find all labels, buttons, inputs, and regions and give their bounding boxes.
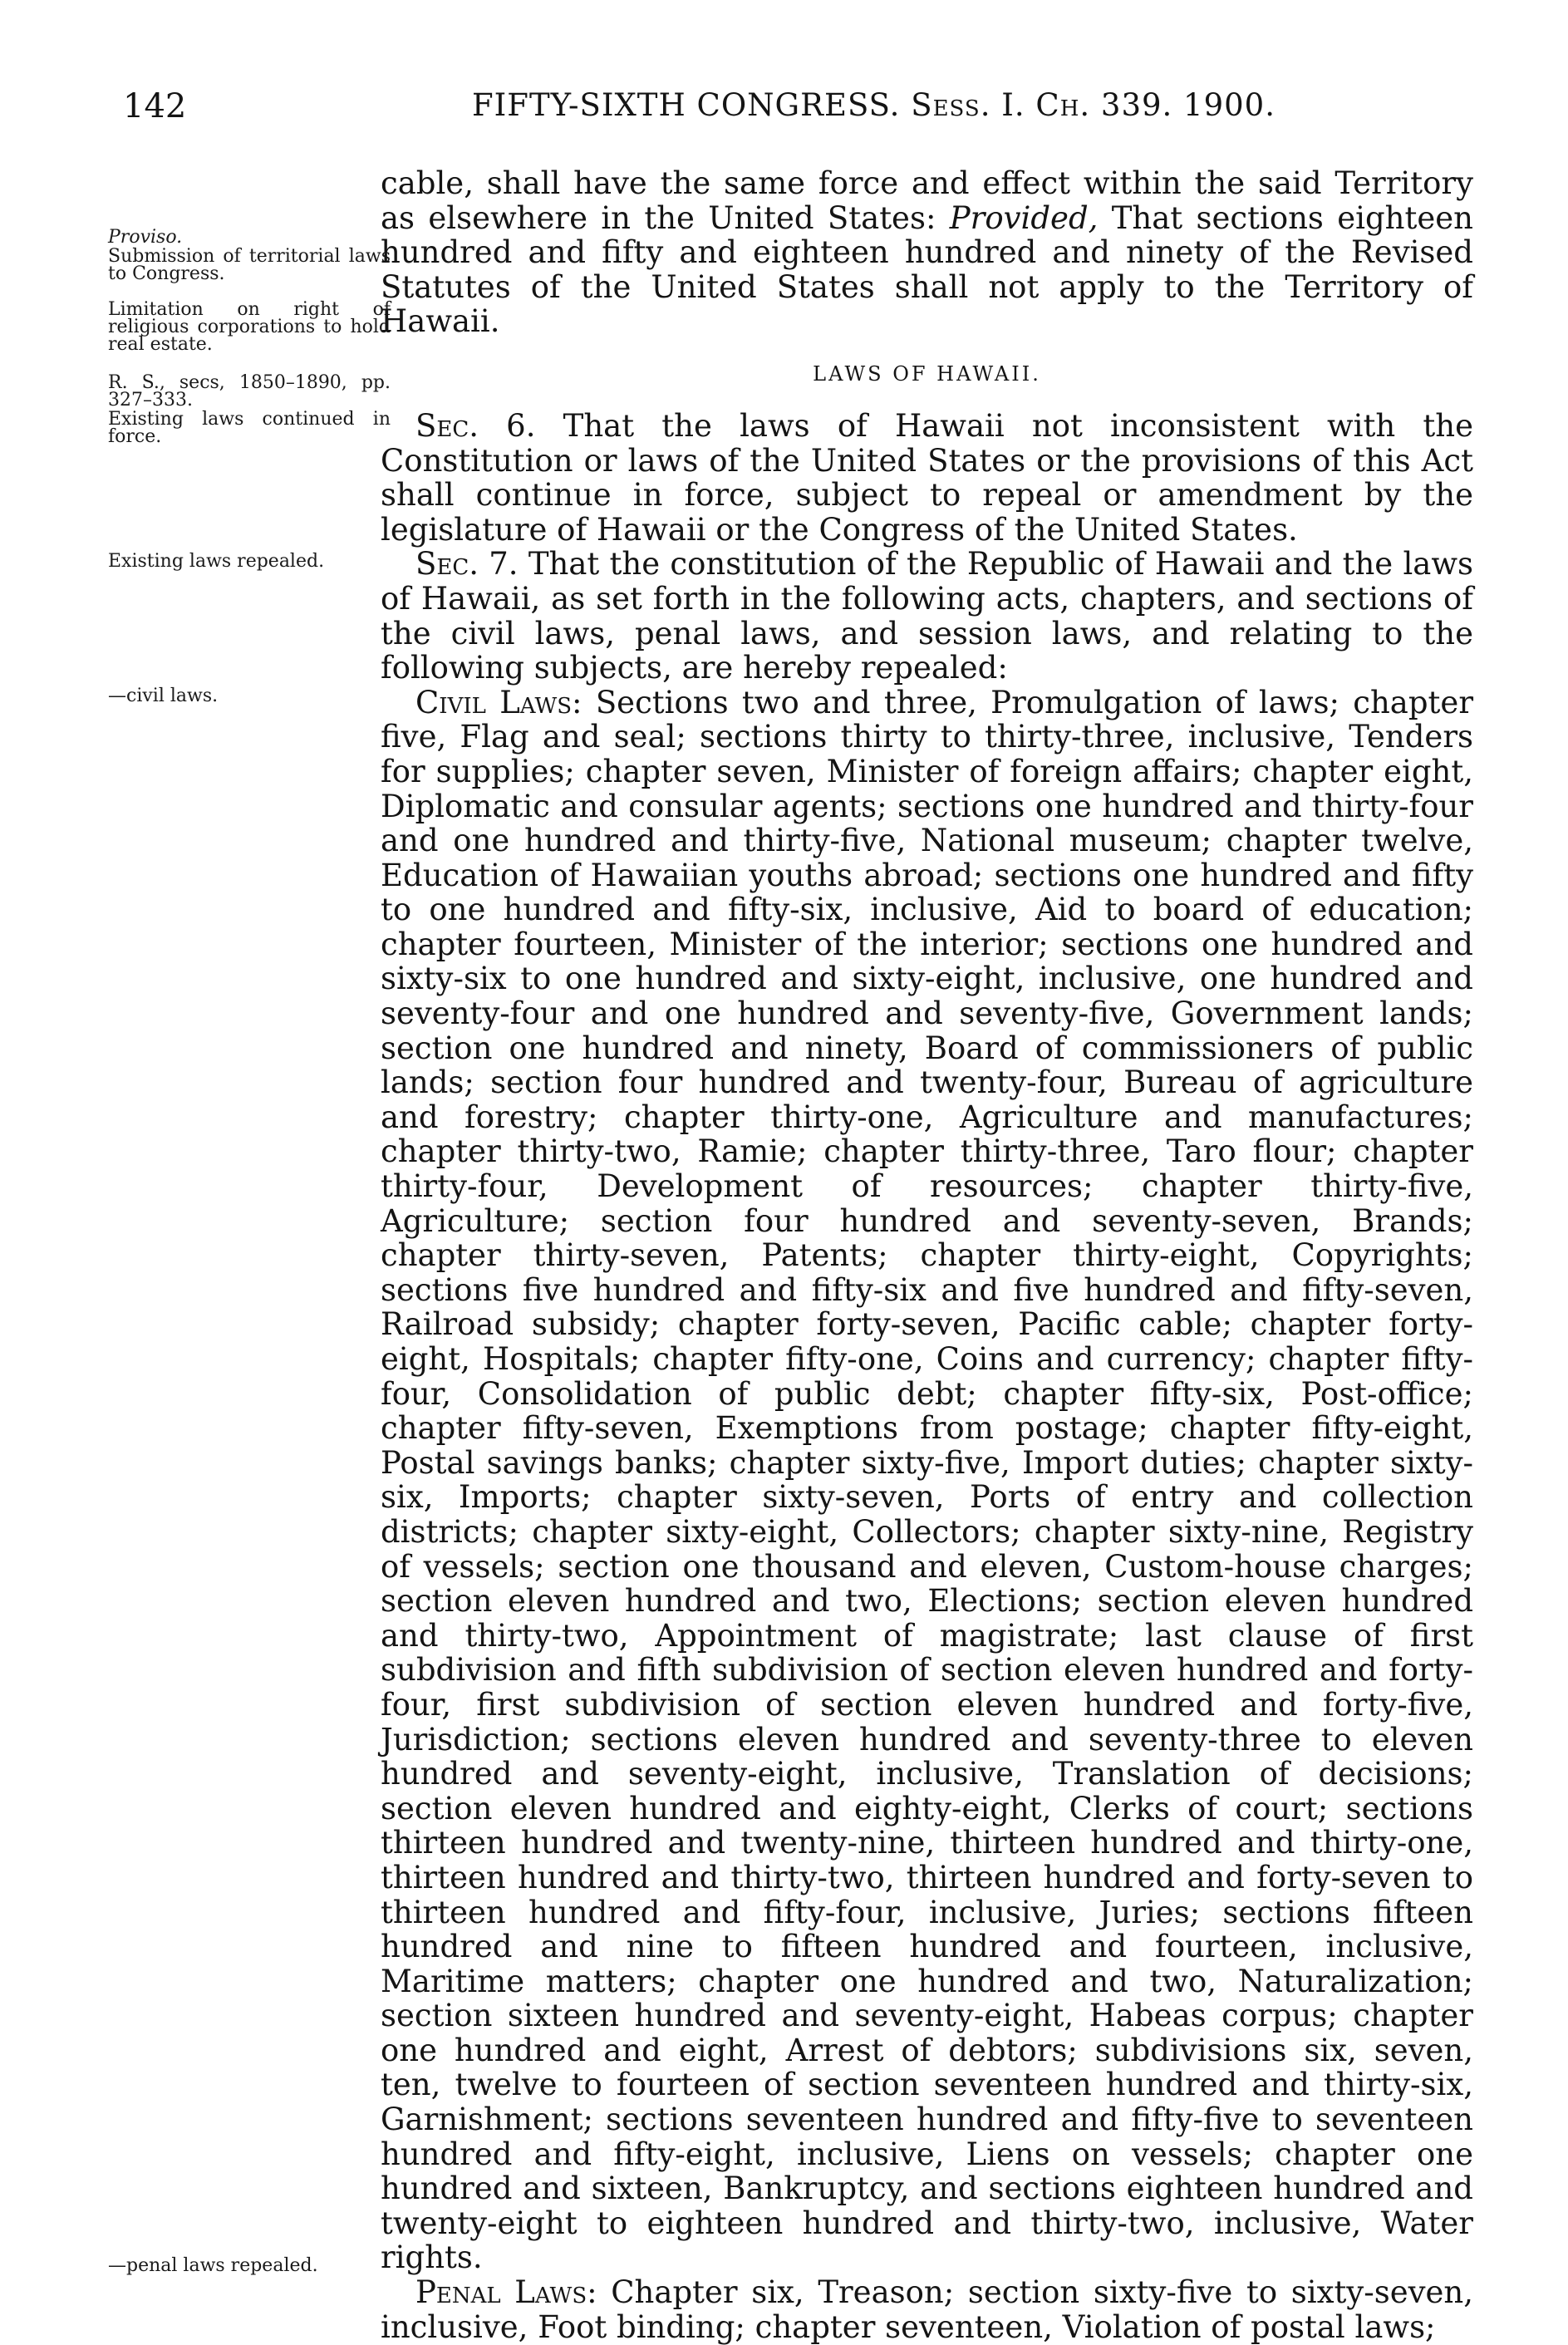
margin-note-existing-repealed: Existing laws repealed. — [108, 551, 325, 572]
paragraph-cable-text-a: cable, shall have the same force and effect within the said Territory as elsewhere in the United States: — [381, 165, 1473, 236]
margin-note-limitation: Limitation on right of religious corporations to hold real estate. — [108, 299, 391, 355]
year-label: 1900. — [1183, 87, 1276, 123]
body-text — [381, 166, 1473, 2344]
section-6-label: Sec. 6. — [415, 407, 536, 444]
session-label: Sess. I. — [911, 87, 1025, 123]
margin-note-existing-continued: Existing laws continued in force. — [108, 409, 391, 447]
penal-laws-label: Penal Laws: — [415, 2274, 597, 2311]
civil-laws-text: Sections two and three, Promulgation of laws; chapter five, Flag and seal; sections thirty to thirty-three, inclusive, Tenders for supplies; chapter seven, Minister of foreign affairs; chapter eight, Diplomatic and consular agents; sections one hundred and thirty-four and one hundred and thirty-five, National museum; chapter twelve, Education of Hawaiian youths abroad; sections one hundred and fifty to one hundred and fifty-six, inclusive, Aid to board of education; chapter fourteen, Minister of the interior; sections one hundred and sixty-six to one hundred and sixty-eight, inclusive, one hundred and seventy-four and one hundred and seventy-five, Government lands; section one hundred and ninety, Board of commissioners of public lands; section four hundred and twenty-four, Bureau of agriculture and forestry; chapter thirty-one, Agriculture and manufactures; chapter thirty-two, Ramie; chapter thirty-three, Taro flour; chapter thirty-four, Development of resources; chapter thirty-five, Agriculture; section four hundred and seventy-seven, Brands; chapter thirty-seven, Patents; chapter thirty-eight, Copyrights; sections five hundred and fifty-six and five hundred and fifty-seven, Railroad subsidy; chapter forty-seven, Pacific cable; chapter forty-eight, Hospitals; chapter fifty-one, Coins and currency; chapter fifty-four, Consolidation of public debt; chapter fifty-six, Post-office; chapter fifty-seven, Exemptions from postage; chapter fifty-eight, Postal savings banks; chapter sixty-five, Import duties; chapter sixty-six, Imports; chapter sixty-seven, Ports of entry and collection districts; chapter sixty-eight, Collectors; chapter sixty-nine, Registry of vessels; section one thousand and eleven, Custom-house charges; section eleven hundred and two, Elections; section eleven hundred and thirty-two, Appointment of magistrate; last clause of first subdivision and fifth subdivision of section eleven hundred and forty-four, first subdivision of section eleven hundred and forty-five, Jurisdiction; sections eleven hundred and seventy-three to eleven hundred and seventy-eight, inclusive, Translation of decisions; section eleven hundred and eighty-eight, Clerks of court; sections thirteen hundred and twenty-nine, thirteen hundred and thirty-one, thirteen hundred and thirty-two, thirteen hundred and forty-seven to thirteen hundred and fifty-four, inclusive, Juries; sections fifteen hundred and nine to fifteen hundred and fourteen, inclusive, Maritime matters; chapter one hundred and two, Naturalization; section sixteen hundred and seventy-eight, Habeas corpus; chapter one hundred and eight, Arrest of debtors; subdivisions six, seven, ten, twelve to fourteen of section seventeen hundred and thirty-six, Garnishment; sections seventeen hundred and fifty-five to seventeen hundred and fifty-eight, inclusive, Liens on vessels; chapter one hundred and sixteen, Bankruptcy, and sections eighteen hundred and twenty-eight to eighteen hundred and thirty-two, inclusive, Water rights. — [381, 684, 1474, 2276]
section-heading: LAWS OF HAWAII. — [813, 361, 1041, 386]
penal-laws — [381, 2275, 1473, 2344]
margin-note-civil: —civil laws. — [108, 686, 219, 706]
civil-laws — [381, 686, 1473, 2275]
paragraph-cable — [381, 166, 1473, 339]
provided-word: Provided, — [949, 199, 1099, 236]
margin-note-submission: Submission of territorial laws to Congress. — [108, 246, 391, 284]
section-7-label: Sec. 7. — [415, 546, 519, 583]
congress-title: FIFTY-SIXTH CONGRESS. — [472, 87, 901, 123]
civil-laws-label: Civil Laws: — [415, 684, 582, 720]
section-6-text: That the laws of Hawaii not inconsistent with the Constitution or laws of the United States or the provisions of this Act shall continue in force, subject to repeal or amendment by the legislature of Hawaii or the Congress of the United States. — [381, 407, 1473, 548]
section-7-text: That the constitution of the Republic of Hawaii and the laws of Hawaii, as set forth in the following acts, chapters, and sections of the civil laws, penal laws, and session laws, and relating to the following subjects, are hereby repealed: — [381, 546, 1473, 686]
margin-note-penal: —penal laws repealed. — [108, 2255, 318, 2276]
margin-note-rs-cite: R. S., secs, 1850–1890, pp. 327–333. — [108, 372, 391, 410]
chapter-label: Ch. 339. — [1035, 87, 1173, 123]
page-number: 142 — [123, 87, 187, 125]
section-7 — [381, 547, 1473, 685]
penal-laws-text: Chapter six, Treason; section sixty-five to sixty-seven, inclusive, Foot binding; chapter seventeen, Violation of postal laws; — [381, 2274, 1473, 2345]
section-6 — [381, 409, 1473, 547]
page-header — [123, 87, 1471, 129]
running-head — [472, 87, 1276, 123]
paragraph-cable-text-b: That sections eighteen hundred and fifty and eighteen hundred and ninety of the Revised Statutes of the United States shall not apply to the Territory of Hawaii. — [381, 199, 1473, 340]
margin-note-proviso: Proviso. — [108, 227, 183, 248]
